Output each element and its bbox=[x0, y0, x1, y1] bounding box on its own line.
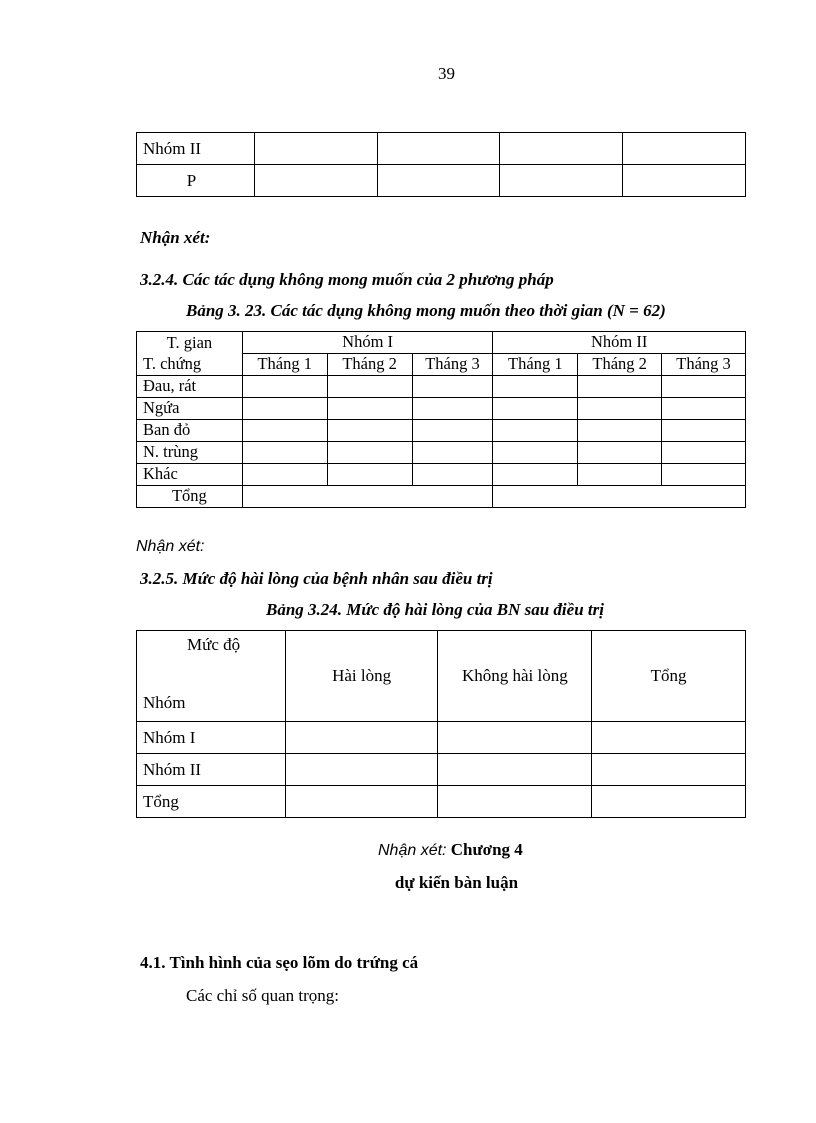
table-row bbox=[137, 722, 746, 754]
section-heading-3-2-5: 3.2.5. Mức độ hài lòng của bệnh nhân sau điều trị bbox=[140, 569, 493, 588]
group-2-header: Nhóm II bbox=[493, 332, 746, 354]
table-3-24 bbox=[136, 630, 746, 818]
row-label: Nhóm I bbox=[137, 722, 286, 754]
continued-table bbox=[136, 132, 746, 197]
table-row bbox=[137, 133, 746, 165]
table-row bbox=[137, 754, 746, 786]
section-heading-3-2-4: 3.2.4. Các tác dụng không mong muốn của 2 phương pháp bbox=[140, 270, 554, 289]
chapter-title: Chương 4 bbox=[450, 840, 523, 859]
section-heading-4-1: 4.1. Tình hình của sẹo lõm do trứng cá bbox=[140, 953, 419, 972]
row-label: P bbox=[137, 165, 255, 197]
remark-and-chapter-line bbox=[378, 840, 523, 860]
row-label: N. trùng bbox=[137, 442, 243, 464]
table-3-23 bbox=[136, 331, 746, 508]
row-label: Nhóm II bbox=[137, 754, 286, 786]
corner-time-label: T. gian bbox=[137, 332, 243, 354]
table-header-row bbox=[137, 332, 746, 354]
row-label: Khác bbox=[137, 464, 243, 486]
month-header: Tháng 1 bbox=[493, 354, 578, 376]
table-3-24-caption: Bảng 3.24. Mức độ hài lòng của BN sau điều trị bbox=[266, 600, 604, 619]
month-header: Tháng 2 bbox=[578, 354, 662, 376]
table-3-23-caption: Bảng 3. 23. Các tác dụng không mong muốn theo thời gian (N = 62) bbox=[186, 301, 666, 320]
body-paragraph: Các chỉ số quan trọng: bbox=[186, 986, 339, 1005]
remark-heading: Nhận xét: bbox=[378, 842, 447, 859]
table-row bbox=[137, 464, 746, 486]
table-row bbox=[137, 165, 746, 197]
table-total-row bbox=[137, 486, 746, 508]
remark-heading: Nhận xét: bbox=[136, 538, 205, 555]
row-label: Ngứa bbox=[137, 398, 243, 420]
table-header-row bbox=[137, 631, 746, 722]
month-header: Tháng 1 bbox=[242, 354, 327, 376]
table-row bbox=[137, 786, 746, 818]
column-header: Không hài lòng bbox=[438, 631, 592, 722]
month-header: Tháng 2 bbox=[327, 354, 412, 376]
table-row bbox=[137, 442, 746, 464]
table-row bbox=[137, 376, 746, 398]
column-header: Tổng bbox=[592, 631, 746, 722]
page-number: 39 bbox=[438, 64, 455, 83]
corner-symptom-label: T. chứng bbox=[137, 354, 243, 376]
month-header: Tháng 3 bbox=[662, 354, 746, 376]
row-label: Ban đỏ bbox=[137, 420, 243, 442]
table-row bbox=[137, 420, 746, 442]
total-label: Tổng bbox=[137, 486, 243, 508]
row-label: Nhóm II bbox=[137, 133, 255, 165]
month-header: Tháng 3 bbox=[412, 354, 493, 376]
table-header-row bbox=[137, 354, 746, 376]
column-header: Hài lòng bbox=[285, 631, 438, 722]
row-label: Tổng bbox=[137, 786, 286, 818]
table-row bbox=[137, 398, 746, 420]
corner-level-label: Mức độ bbox=[187, 635, 241, 654]
remark-heading: Nhận xét: bbox=[140, 228, 211, 247]
corner-group-label: Nhóm bbox=[143, 693, 186, 712]
group-1-header: Nhóm I bbox=[242, 332, 493, 354]
row-label: Đau, rát bbox=[137, 376, 243, 398]
chapter-subtitle: dự kiến bàn luận bbox=[394, 873, 519, 892]
